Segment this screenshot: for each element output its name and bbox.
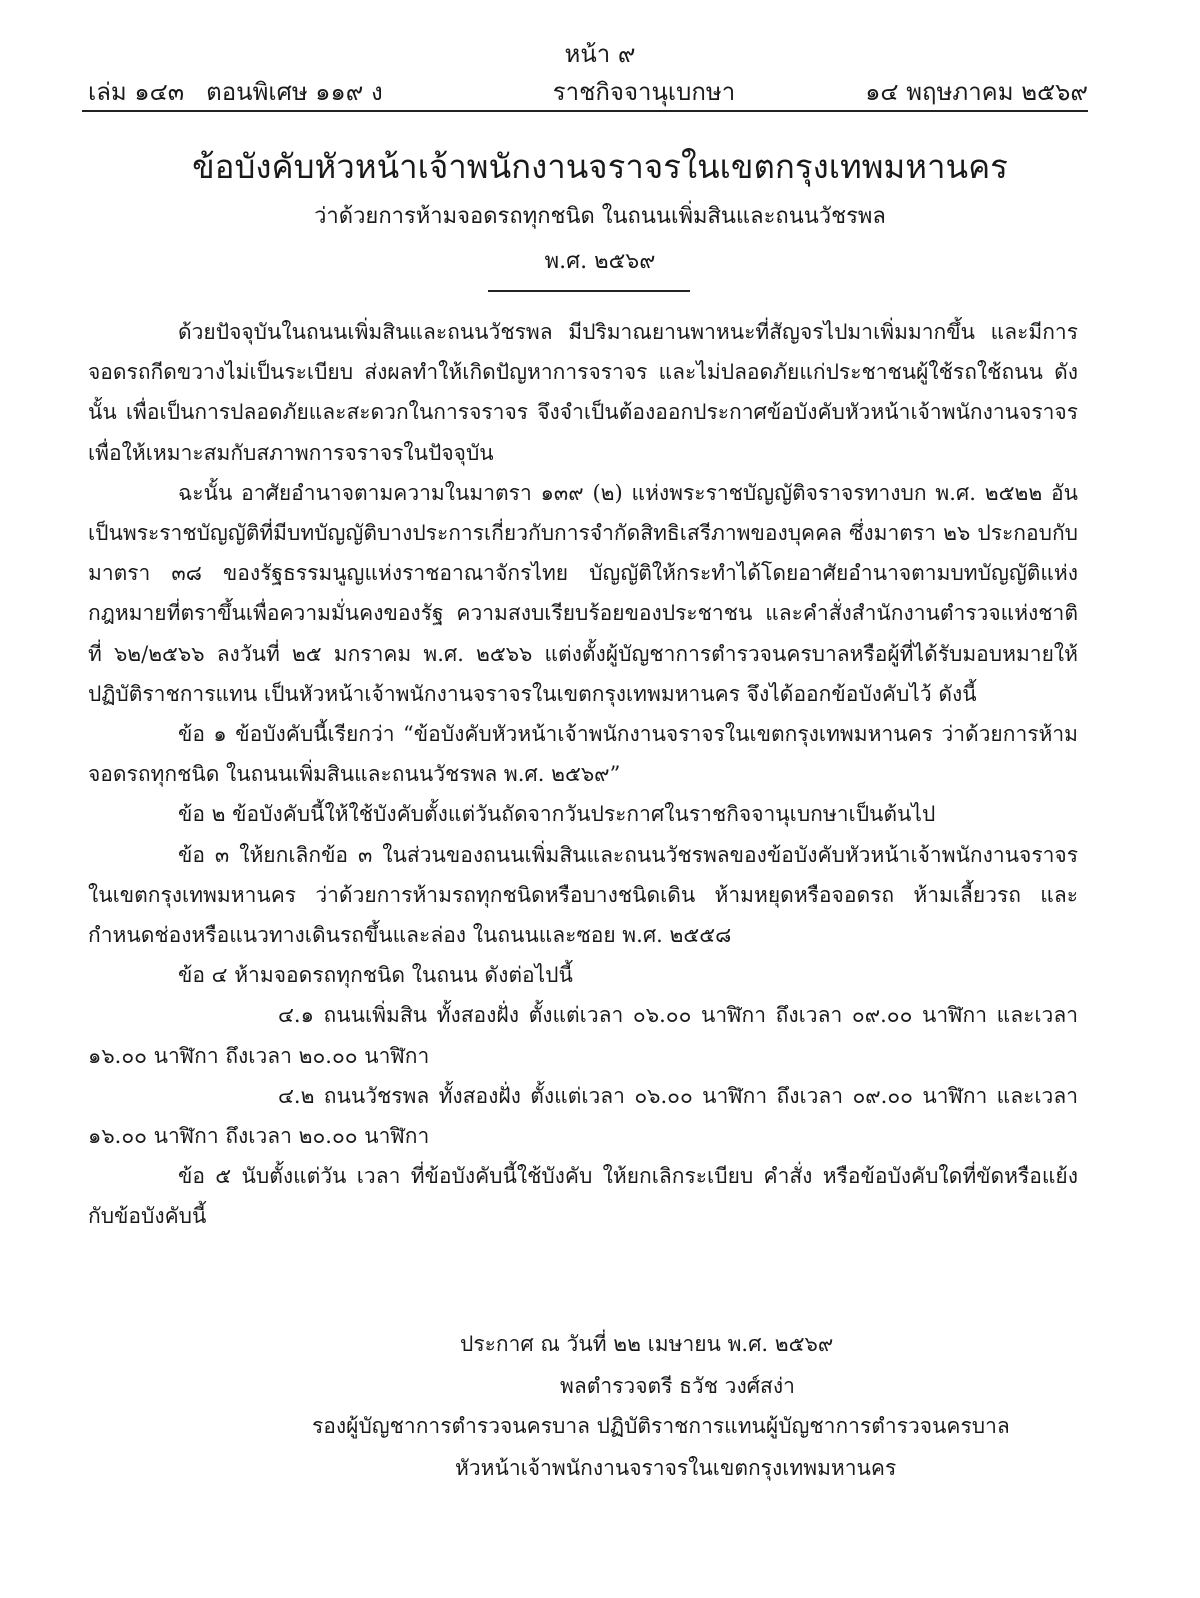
- header-left: [88, 72, 383, 111]
- announcement-date: ประกาศ ณ วันที่ ๒๒ เมษายน พ.ศ. ๒๕๖๙: [460, 1332, 834, 1356]
- header-divider: [82, 110, 1088, 112]
- paragraph-authority: ฉะนั้น อาศัยอำนาจตามความในมาตรา ๑๓๙ (๒) แห่งพระราชบัญญัติจราจรทางบก พ.ศ. ๒๕๒๒ อันเป็นพระราชบัญญัติที่มีบทบัญญัติบางประการเกี่ยวกับการจำกัดสิทธิเสรีภาพของบุคคล ซึ่งมาตรา ๒๖ ประกอบกับมาตรา ๓๘ ของรัฐธรรมนูญแห่งราชอาณาจักรไทย บัญญัติให้กระทำได้โดยอาศัยอำนาจตามบทบัญญัติแห่งกฎหมายที่ตราขึ้นเพื่อความมั่นคงของรัฐ ความสงบเรียบร้อยของประชาชน และคำสั่งสำนักงานตำรวจแห่งชาติ ที่ ๖๒/๒๕๖๖ ลงวันที่ ๒๕ มกราคม พ.ศ. ๒๕๖๖ แต่งตั้งผู้บัญชาการตำรวจนครบาลหรือผู้ที่ได้รับมอบหมายให้ปฏิบัติราชการแทน เป็นหัวหน้าเจ้าพนักงานจราจรในเขตกรุงเทพมหานคร จึงได้ออกข้อบังคับไว้ ดังนี้: [88, 480, 1078, 706]
- clause-4: ข้อ ๔ ห้ามจอดรถทุกชนิด ในถนน ดังต่อไปนี้: [178, 963, 573, 988]
- page-number: หน้า ๙: [564, 40, 636, 68]
- clause-5: ข้อ ๕ นับตั้งแต่วัน เวลา ที่ข้อบังคับนี้ใช้บังคับ ให้ยกเลิกระเบียบ คำสั่ง หรือข้อบังคับใดที่ขัดหรือแย้งกับข้อบังคับนี้: [88, 1164, 1078, 1229]
- clause-4-item-2: ๔.๒ ถนนวัชรพล ทั้งสองฝั่ง ตั้งแต่เวลา ๐๖.๐๐ นาฬิกา ถึงเวลา ๐๙.๐๐ นาฬิกา และเวลา ๑๖.๐๐ นาฬิกา ถึงเวลา ๒๐.๐๐ นาฬิกา: [88, 1083, 1078, 1149]
- publication-date: ๑๔ พฤษภาคม ๒๕๖๙: [865, 77, 1088, 106]
- volume-label: เล่ม ๑๔๓: [88, 77, 185, 106]
- signatory-title: หัวหน้าเจ้าพนักงานจราจรในเขตกรุงเทพมหานคร: [455, 1456, 897, 1480]
- clause-4-item-1: ๔.๑ ถนนเพิ่มสิน ทั้งสองฝั่ง ตั้งแต่เวลา ๐๖.๐๐ นาฬิกา ถึงเวลา ๐๙.๐๐ นาฬิกา และเวลา ๑๖.๐๐ นาฬิกา ถึงเวลา ๒๐.๐๐ นาฬิกา: [88, 1003, 1078, 1068]
- signatory-position: รองผู้บัญชาการตำรวจนครบาล ปฏิบัติราชการแทนผู้บัญชาการตำรวจนครบาล: [312, 1414, 1010, 1438]
- document-body: [88, 312, 1078, 1237]
- section-label: ตอนพิเศษ ๑๑๙ ง: [206, 77, 383, 106]
- clause-1: ข้อ ๑ ข้อบังคับนี้เรียกว่า “ข้อบังคับหัวหน้าเจ้าพนักงานจราจรในเขตกรุงเทพมหานคร ว่าด้วยการห้ามจอดรถทุกชนิด ในถนนเพิ่มสินและถนนวัชรพล พ.ศ. ๒๕๖๙”: [88, 722, 1078, 787]
- clause-3: ข้อ ๓ ให้ยกเลิกข้อ ๓ ในส่วนของถนนเพิ่มสินและถนนวัชรพลของข้อบังคับหัวหน้าเจ้าพนักงานจราจรในเขตกรุงเทพมหานคร ว่าด้วยการห้ามรถทุกชนิดหรือบางชนิดเดิน ห้ามหยุดหรือจอดรถ ห้ามเลี้ยวรถ และกำหนดช่องหรือแนวทางเดินรถขึ้นและล่อง ในถนนและซอย พ.ศ. ๒๕๕๘: [88, 842, 1078, 948]
- clause-2: ข้อ ๒ ข้อบังคับนี้ให้ใช้บังคับตั้งแต่วันถัดจากวันประกาศในราชกิจจานุเบกษาเป็นต้นไป: [178, 802, 936, 827]
- document-year: พ.ศ. ๒๕๖๙: [544, 249, 656, 274]
- title-divider: [488, 290, 690, 292]
- document-title: ข้อบังคับหัวหน้าเจ้าพนักงานจราจรในเขตกรุงเทพมหานคร: [192, 147, 1008, 186]
- publication-name: ราชกิจจานุเบกษา: [552, 77, 736, 106]
- signatory-name: พลตำรวจตรี ธวัช วงศ์สง่า: [560, 1374, 795, 1398]
- document-subtitle: ว่าด้วยการห้ามจอดรถทุกชนิด ในถนนเพิ่มสินและถนนวัชรพล: [314, 204, 886, 229]
- gazette-header: [88, 74, 1088, 108]
- paragraph-preamble: ด้วยปัจจุบันในถนนเพิ่มสินและถนนวัชรพล มีปริมาณยานพาหนะที่สัญจรไปมาเพิ่มมากขึ้น และมีการจอดรถกีดขวางไม่เป็นระเบียบ ส่งผลทำให้เกิดปัญหาการจราจร และไม่ปลอดภัยแก่ประชาชนผู้ใช้รถใช้ถนน ดังนั้น เพื่อเป็นการปลอดภัยและสะดวกในการจราจร จึงจำเป็นต้องออกประกาศข้อบังคับหัวหน้าเจ้าพนักงานจราจร เพื่อให้เหมาะสมกับสภาพการจราจรในปัจจุบัน: [88, 320, 1078, 465]
